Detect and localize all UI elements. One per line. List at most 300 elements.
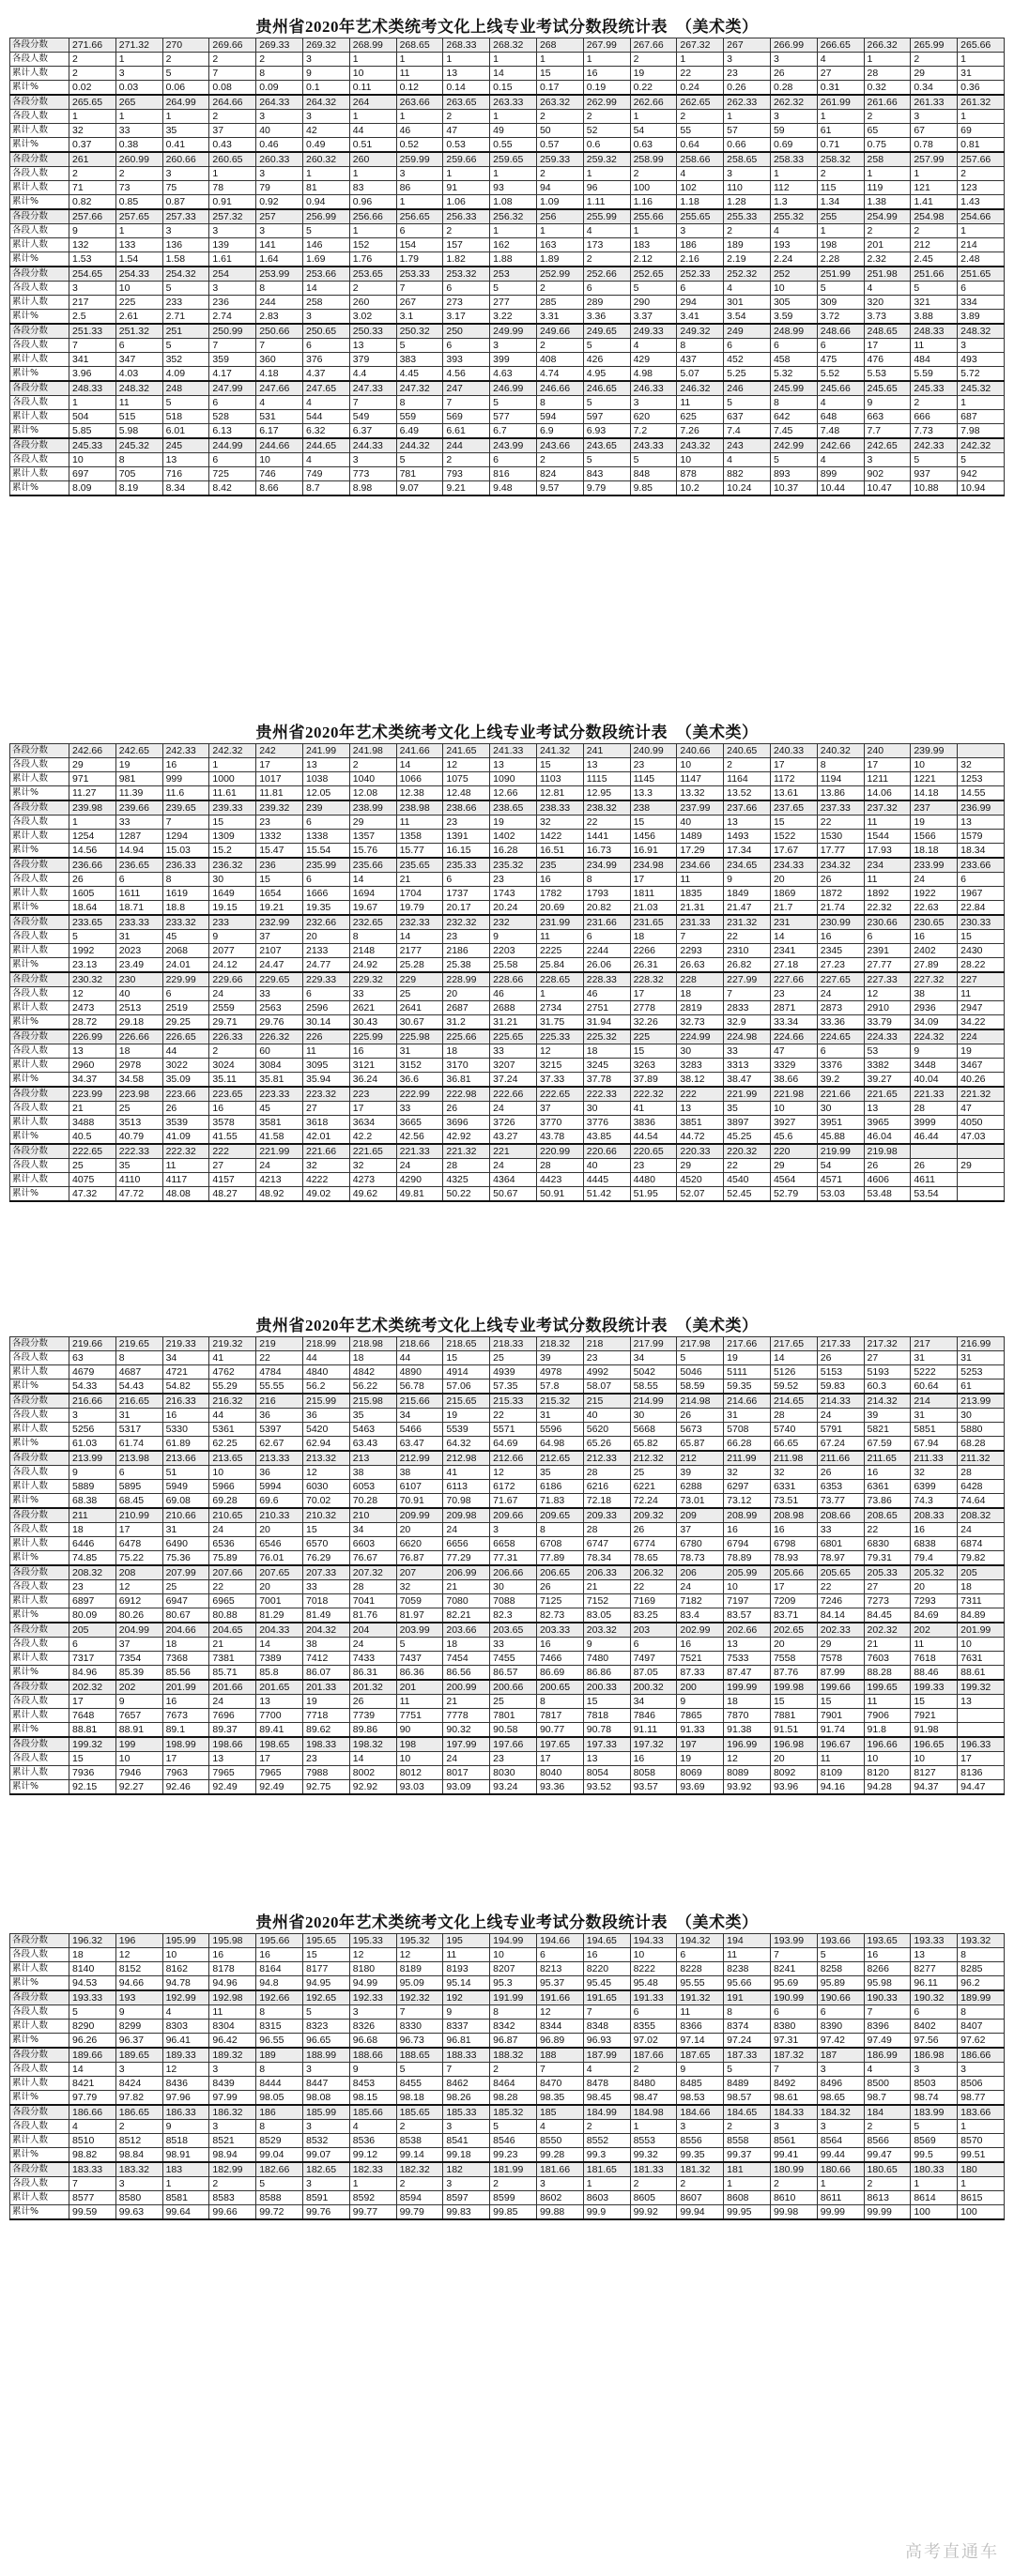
table-cell: 247.65 <box>302 381 349 396</box>
table-row <box>10 844 1005 859</box>
table-cell: 219.66 <box>69 1337 116 1351</box>
table-cell: 215.32 <box>536 1394 583 1409</box>
table-cell: 188.33 <box>443 2048 490 2063</box>
table-cell: 8299 <box>115 2020 162 2034</box>
table-cell: 3 <box>630 396 677 410</box>
table-row <box>10 1638 1005 1652</box>
table-cell: 243.99 <box>490 438 537 453</box>
table-cell: 241.98 <box>349 744 396 758</box>
table-cell: 97.99 <box>209 2091 256 2106</box>
table-cell: 30 <box>490 1580 537 1594</box>
table-cell: 9 <box>349 2063 396 2077</box>
table-cell: 9 <box>677 2063 724 2077</box>
table-cell: 8439 <box>209 2077 256 2091</box>
table-cell: 224 <box>958 1029 1005 1044</box>
table-cell: 90.77 <box>536 1723 583 1738</box>
table-cell: 93.52 <box>583 1780 630 1795</box>
table-cell: 240 <box>864 744 911 758</box>
table-cell: 5 <box>162 67 209 81</box>
table-cell: 59.35 <box>724 1379 771 1395</box>
table-cell: 2.83 <box>256 310 303 325</box>
table-cell: 1 <box>209 167 256 181</box>
table-cell: 181.32 <box>677 2162 724 2177</box>
table-cell: 232 <box>490 915 537 930</box>
table-cell: 241.32 <box>536 744 583 758</box>
table-cell: 220.65 <box>630 1144 677 1159</box>
table-cell: 99.76 <box>302 2205 349 2220</box>
table-cell: 77.31 <box>490 1551 537 1566</box>
table-cell: 222.99 <box>396 1087 443 1102</box>
table-cell: 6 <box>162 987 209 1001</box>
table-cell: 334 <box>958 296 1005 310</box>
table-cell: 10.44 <box>817 481 864 496</box>
table-cell: 12 <box>443 758 490 772</box>
table-cell: 33.79 <box>864 1015 911 1030</box>
table-cell: 2 <box>536 453 583 467</box>
table-cell: 214 <box>958 238 1005 252</box>
score-distribution-table <box>9 38 1005 496</box>
table-cell: 14 <box>770 1351 817 1365</box>
table-cell: 84.89 <box>958 1608 1005 1623</box>
table-cell: 5 <box>911 453 958 467</box>
table-row <box>10 1709 1005 1723</box>
table-cell: 1.64 <box>256 252 303 267</box>
table-cell: 221 <box>490 1144 537 1159</box>
table-cell: 7521 <box>677 1652 724 1666</box>
table-cell: 19 <box>630 67 677 81</box>
table-cell: 59.83 <box>817 1379 864 1395</box>
table-cell: 23 <box>770 987 817 1001</box>
table-cell: 3 <box>396 167 443 181</box>
table-cell: 37 <box>256 930 303 944</box>
table-cell: 33 <box>490 1044 537 1059</box>
table-cell: 23 <box>630 758 677 772</box>
table-cell: 250.32 <box>396 324 443 339</box>
table-cell: 269.32 <box>302 38 349 53</box>
table-cell: 235.65 <box>396 858 443 873</box>
table-cell: 3329 <box>770 1059 817 1073</box>
row-label: 累计% <box>10 2148 69 2163</box>
table-row <box>10 830 1005 844</box>
table-cell: 25 <box>490 1695 537 1709</box>
row-label: 各段分数 <box>10 2162 69 2177</box>
table-cell: 225.33 <box>536 1029 583 1044</box>
row-label: 累计% <box>10 958 69 973</box>
table-cell: 222.32 <box>162 1144 209 1159</box>
table-cell: 6 <box>115 873 162 887</box>
table-cell: 4445 <box>583 1173 630 1187</box>
table-cell: 3897 <box>724 1116 771 1130</box>
row-label: 各段分数 <box>10 267 69 282</box>
table-cell: 99.66 <box>209 2205 256 2220</box>
table-cell: 136 <box>162 238 209 252</box>
table-cell: 94.95 <box>302 1976 349 1991</box>
table-cell: 5 <box>69 2005 116 2020</box>
table-cell: 8092 <box>770 1766 817 1780</box>
table-cell: 7 <box>583 2005 630 2020</box>
row-label: 各段人数 <box>10 1638 69 1652</box>
table-cell: 4 <box>817 453 864 467</box>
table-cell: 265.99 <box>911 38 958 53</box>
table-cell: 7.26 <box>677 424 724 439</box>
table-cell: 11 <box>209 2005 256 2020</box>
table-cell: 8615 <box>958 2191 1005 2205</box>
table-cell: 1 <box>958 110 1005 124</box>
table-cell: 1 <box>536 224 583 238</box>
table-cell: 13 <box>302 758 349 772</box>
table-cell: 11 <box>864 873 911 887</box>
table-cell: 19 <box>443 1409 490 1423</box>
table-cell: 8040 <box>536 1766 583 1780</box>
table-cell: 210.33 <box>256 1508 303 1523</box>
table-row <box>10 958 1005 973</box>
table-cell: 8556 <box>677 2134 724 2148</box>
table-cell: 63.47 <box>396 1437 443 1452</box>
table-cell: 6 <box>302 339 349 353</box>
table-cell: 212.66 <box>490 1451 537 1466</box>
table-cell: 0.94 <box>302 195 349 210</box>
table-row <box>10 1537 1005 1551</box>
table-cell: 8480 <box>630 2077 677 2091</box>
table-cell: 8603 <box>583 2191 630 2205</box>
table-cell: 1737 <box>443 887 490 901</box>
table-cell: 77.89 <box>536 1551 583 1566</box>
table-cell: 6490 <box>162 1537 209 1551</box>
table-cell: 80.88 <box>209 1608 256 1623</box>
table-cell: 239.33 <box>209 800 256 815</box>
table-cell: 95.69 <box>770 1976 817 1991</box>
table-cell: 6 <box>677 282 724 296</box>
table-cell: 80.67 <box>162 1608 209 1623</box>
table-cell: 40 <box>256 124 303 138</box>
table-cell: 7412 <box>302 1652 349 1666</box>
table-cell: 262.99 <box>583 95 630 110</box>
table-cell: 216.65 <box>115 1394 162 1409</box>
table-cell: 26.06 <box>583 958 630 973</box>
table-cell: 426 <box>583 353 630 367</box>
table-cell: 569 <box>443 410 490 424</box>
table-cell: 71.67 <box>490 1494 537 1509</box>
table-cell: 1654 <box>256 887 303 901</box>
table-cell: 1287 <box>115 830 162 844</box>
table-cell: 7631 <box>958 1652 1005 1666</box>
table-cell: 824 <box>536 467 583 481</box>
table-cell: 5966 <box>209 1480 256 1494</box>
row-label: 各段分数 <box>10 1737 69 1752</box>
table-cell: 1 <box>583 2177 630 2191</box>
table-cell: 35 <box>162 124 209 138</box>
table-cell: 8506 <box>958 2077 1005 2091</box>
table-cell: 217.98 <box>677 1337 724 1351</box>
table-cell: 232.33 <box>396 915 443 930</box>
table-cell: 206.32 <box>630 1565 677 1580</box>
table-cell: 24 <box>817 987 864 1001</box>
table-cell: 19.15 <box>209 901 256 916</box>
table-cell: 209.32 <box>630 1508 677 1523</box>
table-cell: 189 <box>724 238 771 252</box>
table-cell: 180.99 <box>770 2162 817 2177</box>
table-cell: 3 <box>256 224 303 238</box>
table-cell: 82.73 <box>536 1608 583 1623</box>
table-cell: 1 <box>724 110 771 124</box>
table-cell: 12 <box>69 987 116 1001</box>
table-row <box>10 2005 1005 2020</box>
table-cell: 3215 <box>536 1059 583 1073</box>
row-label: 各段分数 <box>10 209 69 224</box>
table-cell: 5.07 <box>677 367 724 382</box>
table-cell: 1892 <box>864 887 911 901</box>
table-cell: 1 <box>536 53 583 67</box>
table-cell: 1 <box>115 224 162 238</box>
row-label: 各段人数 <box>10 53 69 67</box>
table-cell: 29 <box>677 1159 724 1173</box>
table-cell: 53.48 <box>864 1187 911 1202</box>
table-cell: 4687 <box>115 1365 162 1379</box>
table-cell: 705 <box>115 467 162 481</box>
table-cell: 188.32 <box>490 2048 537 2063</box>
table-cell: 33 <box>724 1044 771 1059</box>
table-cell: 223.33 <box>256 1087 303 1102</box>
table-row <box>10 1990 1005 2005</box>
table-cell: 29 <box>349 815 396 830</box>
table-cell: 96.73 <box>396 2034 443 2049</box>
table-cell: 9.85 <box>630 481 677 496</box>
table-cell: 252.33 <box>677 267 724 282</box>
table-cell: 8 <box>536 1695 583 1709</box>
table-cell: 95.98 <box>864 1976 911 1991</box>
table-cell: 0.96 <box>349 195 396 210</box>
table-cell: 222.33 <box>583 1087 630 1102</box>
table-cell: 10 <box>115 282 162 296</box>
table-cell: 25 <box>396 987 443 1001</box>
table-cell: 14.55 <box>958 786 1005 801</box>
table-cell: 235.33 <box>443 858 490 873</box>
table-cell: 246 <box>724 381 771 396</box>
table-cell: 234 <box>864 858 911 873</box>
table-cell: 1.3 <box>770 195 817 210</box>
table-cell: 16.28 <box>490 844 537 859</box>
table-cell: 6 <box>724 339 771 353</box>
table-cell: 8177 <box>302 1962 349 1976</box>
table-cell: 215.98 <box>349 1394 396 1409</box>
table-cell: 76.87 <box>396 1551 443 1566</box>
table-cell: 190.32 <box>911 1990 958 2005</box>
table-cell: 93.69 <box>677 1780 724 1795</box>
table-cell: 5821 <box>864 1423 911 1437</box>
table-cell: 18 <box>443 1638 490 1652</box>
table-cell: 3 <box>349 2005 396 2020</box>
table-cell: 195 <box>443 1934 490 1948</box>
row-label: 累计人数 <box>10 944 69 958</box>
table-cell: 36.81 <box>443 1073 490 1088</box>
table-cell: 6536 <box>209 1537 256 1551</box>
table-row <box>10 1551 1005 1566</box>
table-cell: 3 <box>302 2063 349 2077</box>
table-cell: 206 <box>677 1565 724 1580</box>
table-cell: 230 <box>115 972 162 987</box>
table-cell: 97.14 <box>677 2034 724 2049</box>
table-cell: 5 <box>724 2063 771 2077</box>
table-cell: 11 <box>864 815 911 830</box>
table-row <box>10 1437 1005 1452</box>
table-cell: 7818 <box>583 1709 630 1723</box>
table-cell: 3376 <box>817 1059 864 1073</box>
table-cell: 185.32 <box>490 2105 537 2120</box>
table-row <box>10 1073 1005 1088</box>
table-cell: 227.33 <box>864 972 911 987</box>
table-cell: 199.65 <box>864 1680 911 1695</box>
table-cell: 2068 <box>162 944 209 958</box>
table-cell: 186.33 <box>162 2105 209 2120</box>
table-cell: 201.65 <box>256 1680 303 1695</box>
table-cell: 1.79 <box>396 252 443 267</box>
table-cell: 45 <box>162 930 209 944</box>
table-cell: 252 <box>770 267 817 282</box>
table-cell: 5 <box>583 339 630 353</box>
table-cell: 27.23 <box>817 958 864 973</box>
table-cell: 6798 <box>770 1537 817 1551</box>
table-cell: 80.26 <box>115 1608 162 1623</box>
table-cell: 15.76 <box>349 844 396 859</box>
table-cell: 1309 <box>209 830 256 844</box>
row-label: 累计% <box>10 1015 69 1030</box>
row-label: 各段人数 <box>10 1948 69 1962</box>
table-cell: 202.65 <box>770 1623 817 1638</box>
table-cell: 13 <box>958 1695 1005 1709</box>
table-cell: 221.99 <box>724 1087 771 1102</box>
table-cell: 3 <box>302 53 349 67</box>
table-cell: 5620 <box>583 1423 630 1437</box>
table-cell: 273 <box>443 296 490 310</box>
table-cell: 85.56 <box>162 1666 209 1681</box>
table-cell: 1066 <box>396 772 443 786</box>
table-cell: 2 <box>536 282 583 296</box>
table-cell: 262.33 <box>724 95 771 110</box>
row-label: 累计人数 <box>10 410 69 424</box>
table-cell: 70.91 <box>396 1494 443 1509</box>
table-cell: 0.69 <box>770 138 817 153</box>
table-cell: 211.32 <box>958 1451 1005 1466</box>
table-cell: 98.7 <box>864 2091 911 2106</box>
table-cell: 1611 <box>115 887 162 901</box>
table-cell: 248 <box>162 381 209 396</box>
table-cell: 223.66 <box>162 1087 209 1102</box>
table-cell: 32 <box>536 815 583 830</box>
table-cell: 7197 <box>724 1594 771 1608</box>
table-cell: 3.88 <box>911 310 958 325</box>
table-cell: 16 <box>162 758 209 772</box>
table-cell: 2.24 <box>770 252 817 267</box>
table-cell: 98.45 <box>583 2091 630 2106</box>
table-cell: 69.08 <box>162 1494 209 1509</box>
table-cell: 8241 <box>770 1962 817 1976</box>
table-cell: 2341 <box>770 944 817 958</box>
table-cell: 577 <box>490 410 537 424</box>
table-cell: 17 <box>770 1580 817 1594</box>
table-cell: 5042 <box>630 1365 677 1379</box>
table-cell: 8213 <box>536 1962 583 1976</box>
table-cell: 16 <box>770 1523 817 1537</box>
table-cell: 35 <box>115 1159 162 1173</box>
table-cell: 231.65 <box>630 915 677 930</box>
table-cell: 91.11 <box>630 1723 677 1738</box>
table-row <box>10 152 1005 167</box>
row-label: 累计% <box>10 252 69 267</box>
table-row <box>10 1976 1005 1991</box>
table-cell: 81.29 <box>256 1608 303 1623</box>
table-cell: 3121 <box>349 1059 396 1073</box>
table-cell: 716 <box>162 467 209 481</box>
table-cell: 2.19 <box>724 252 771 267</box>
table-cell: 746 <box>256 467 303 481</box>
table-cell: 8580 <box>115 2191 162 2205</box>
table-cell: 1 <box>349 110 396 124</box>
table-cell: 9 <box>209 930 256 944</box>
table-cell: 8541 <box>443 2134 490 2148</box>
table-cell: 6 <box>302 873 349 887</box>
table-cell: 192.65 <box>302 1990 349 2005</box>
table-cell: 4 <box>864 282 911 296</box>
table-cell: 211.65 <box>864 1451 911 1466</box>
table-row <box>10 1623 1005 1638</box>
table-cell: 34.58 <box>115 1073 162 1088</box>
table-cell: 7317 <box>69 1652 116 1666</box>
table-cell: 214.99 <box>630 1394 677 1409</box>
table-cell: 99.18 <box>443 2148 490 2163</box>
table-cell: 3776 <box>583 1116 630 1130</box>
table-cell: 62.25 <box>209 1437 256 1452</box>
table-cell: 181.65 <box>583 2162 630 2177</box>
table-cell <box>958 1187 1005 1202</box>
table-cell: 1103 <box>536 772 583 786</box>
table-cell: 8136 <box>958 1766 1005 1780</box>
table-cell: 32 <box>958 758 1005 772</box>
table-cell: 1338 <box>302 830 349 844</box>
table-cell: 1.82 <box>443 252 490 267</box>
table-cell: 100 <box>958 2205 1005 2220</box>
table-cell: 8127 <box>911 1766 958 1780</box>
row-label: 各段人数 <box>10 2063 69 2077</box>
table-cell: 8569 <box>911 2134 958 2148</box>
table-cell: 23 <box>256 815 303 830</box>
row-label: 累计人数 <box>10 1173 69 1187</box>
table-cell: 23 <box>630 1159 677 1173</box>
table-cell: 193.65 <box>864 1934 911 1948</box>
table-cell: 5.53 <box>864 367 911 382</box>
table-cell: 3 <box>349 453 396 467</box>
table-cell: 26.31 <box>630 958 677 973</box>
table-cell: 28 <box>443 1159 490 1173</box>
table-cell: 3467 <box>958 1059 1005 1073</box>
table-cell: 1.54 <box>115 252 162 267</box>
table-cell: 2225 <box>536 944 583 958</box>
table-cell: 11 <box>396 1695 443 1709</box>
table-cell: 38.12 <box>677 1073 724 1088</box>
table-cell: 212 <box>677 1451 724 1466</box>
table-cell: 270 <box>162 38 209 53</box>
table-cell: 192.66 <box>256 1990 303 2005</box>
table-cell: 6656 <box>443 1537 490 1551</box>
table-cell: 13 <box>583 1752 630 1766</box>
table-cell: 99.85 <box>490 2205 537 2220</box>
table-cell: 201.99 <box>162 1680 209 1695</box>
table-cell: 233 <box>209 915 256 930</box>
table-cell: 242.66 <box>817 438 864 453</box>
table-cell: 255.66 <box>630 209 677 224</box>
table-cell: 5673 <box>677 1423 724 1437</box>
row-label: 累计% <box>10 786 69 801</box>
table-cell: 260.33 <box>256 152 303 167</box>
